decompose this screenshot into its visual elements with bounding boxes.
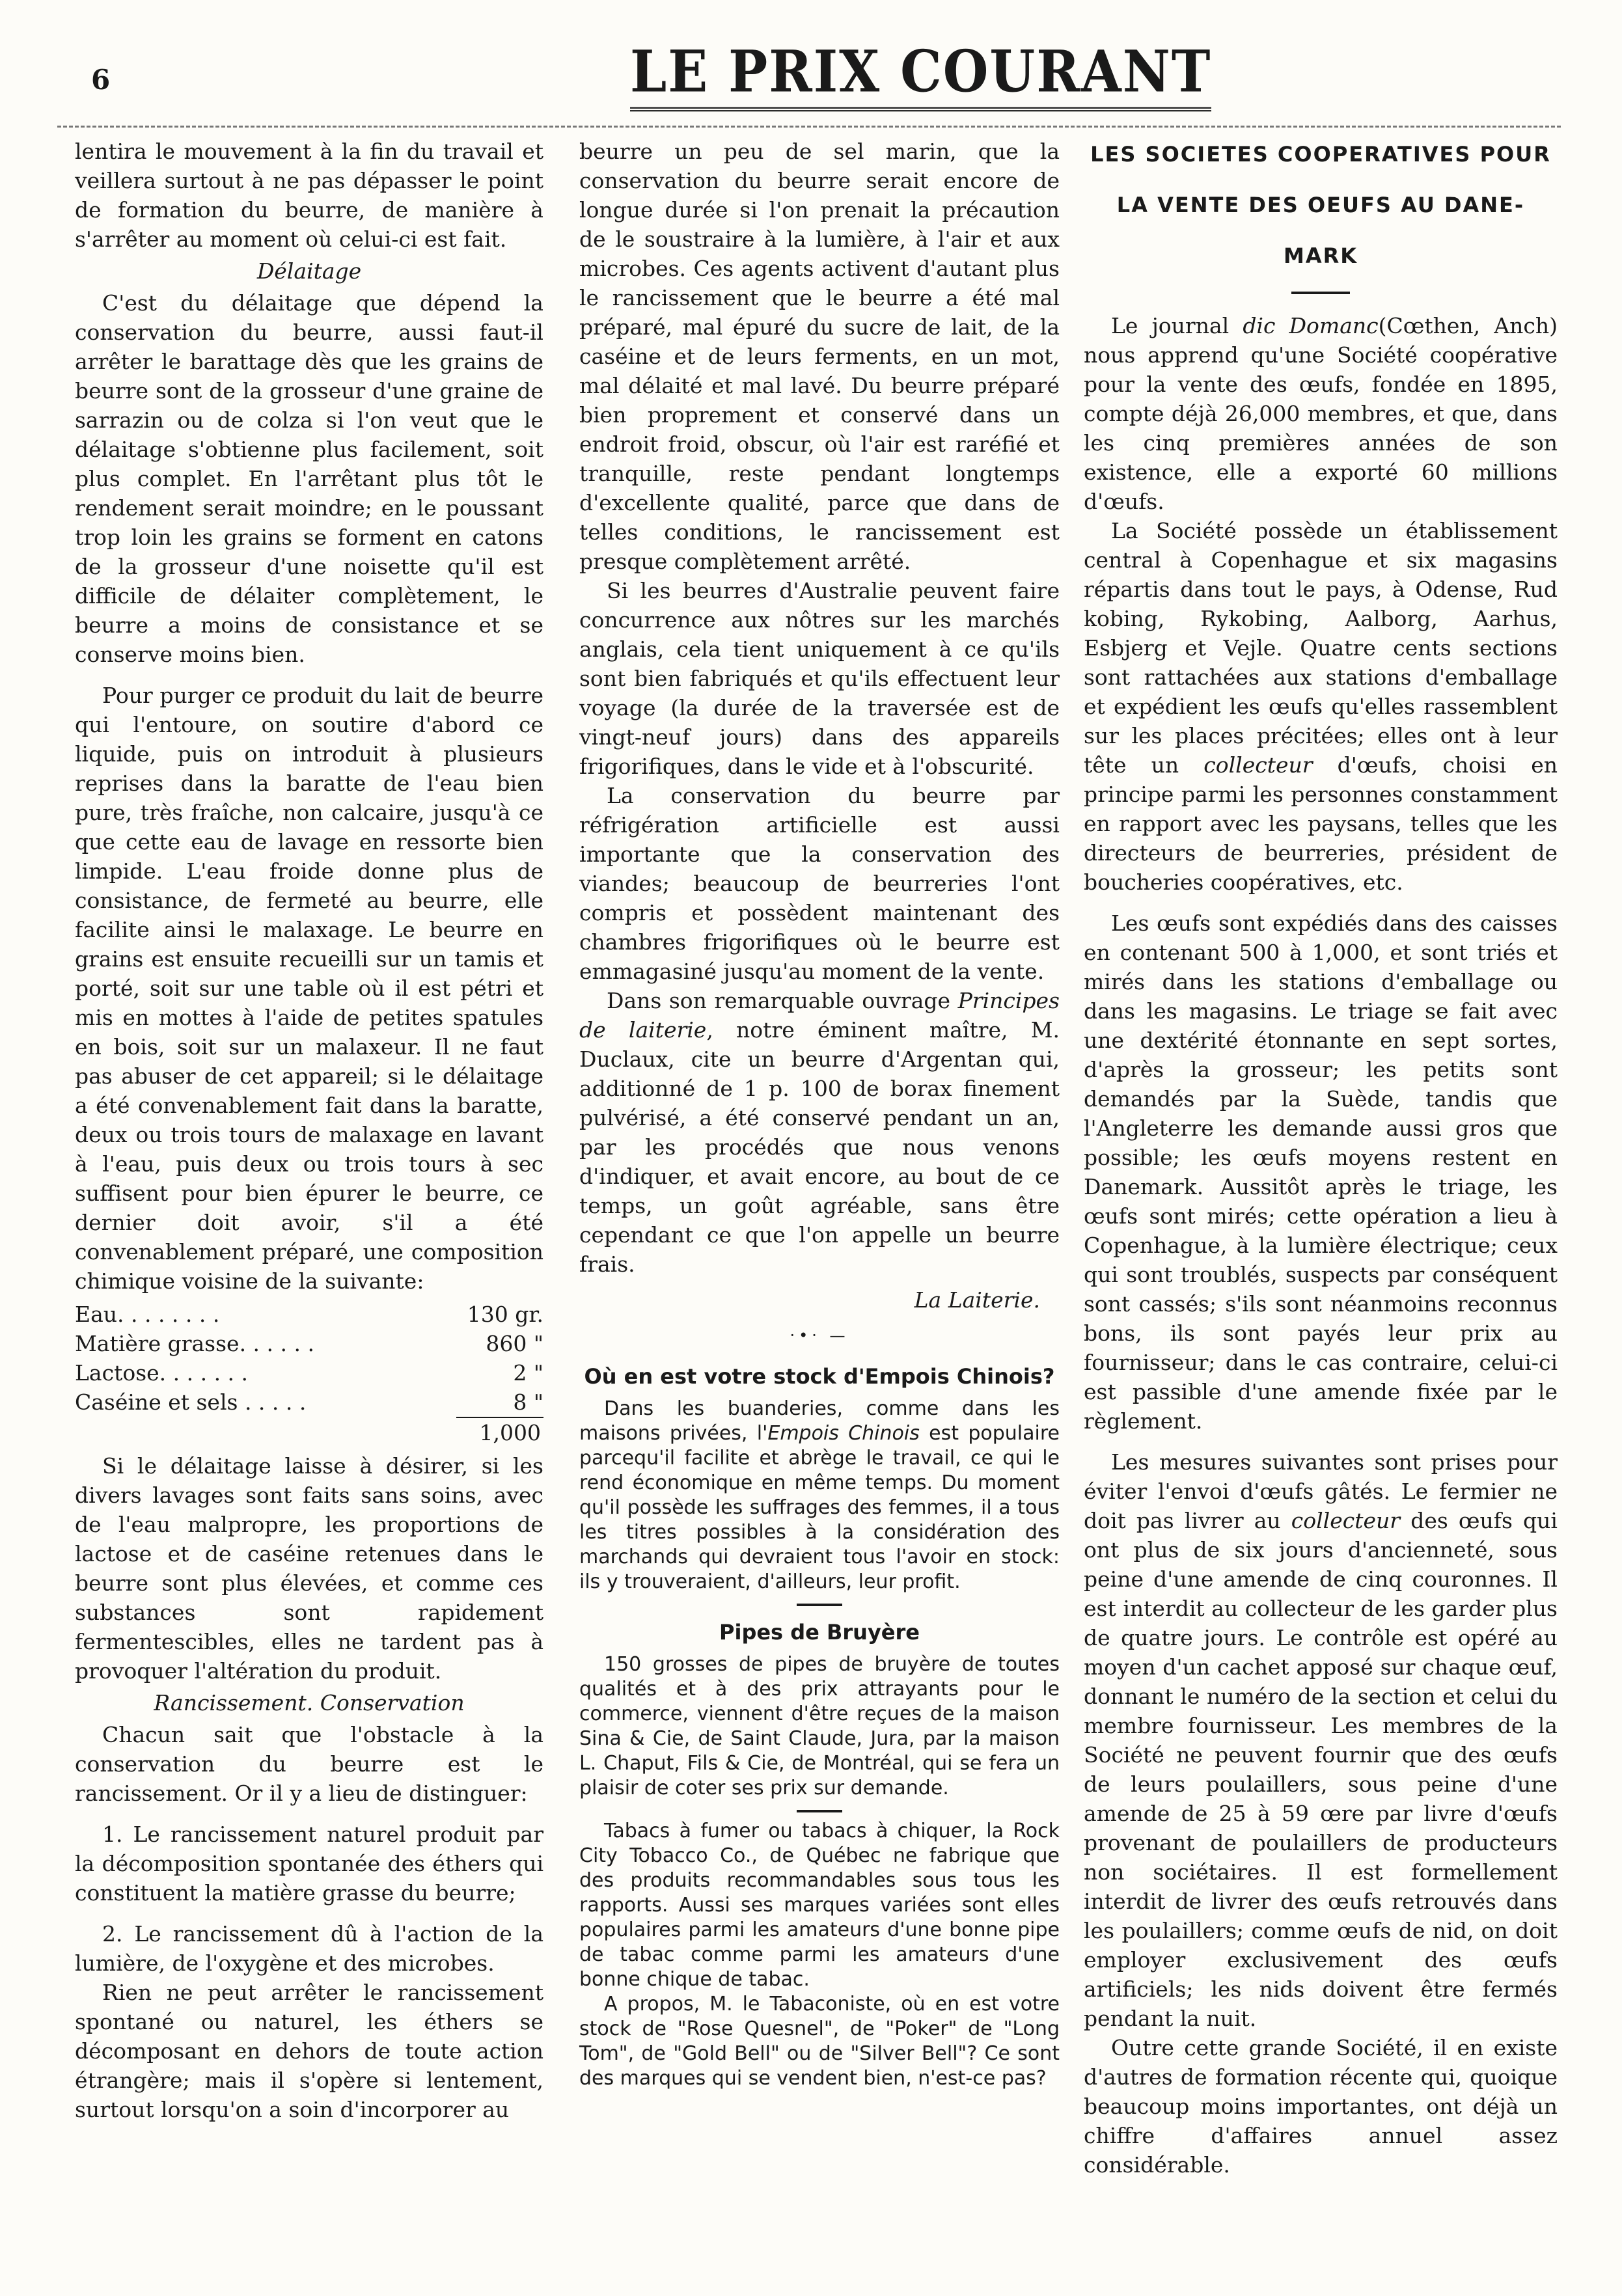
header-rule [57, 126, 1561, 128]
paragraph [1084, 516, 1558, 897]
paragraph [1084, 311, 1558, 516]
table-cell-value: 2 " [513, 1360, 543, 1386]
text-run: , notre éminent maître, M. Duclaux, cite un beurre d'Argentan qui, additionné de 1 p. 100 de borax finement pulvérisé, a été conservé pendant un an, par les procédés que nous venons d'indiquer, et avait encore, au bout de ce temps, un goût agréable, sans être cependant ce que l'on appelle un beurre frais. [579, 1017, 1060, 1277]
paragraph: Si le délaitage laisse à désirer, si les divers lavages sont faits sans soins, avec de l'eau malpropre, les proportions de lactose et de caséine retenues dans le beurre sont plus élevées, et comme ces substances sont rapidement fermentescibles, elles ne tardent pas à provoquer l'altération du produit. [75, 1453, 543, 1684]
table-row [75, 1358, 543, 1387]
product-name: Empois Chinois [767, 1422, 920, 1445]
table-row [75, 1300, 543, 1329]
paragraph [1084, 1447, 1558, 2033]
column-3 [1084, 137, 1558, 2180]
text-run: Les mesures suivantes sont prises pour éviter l'envoi d'œufs gâtés. Le fermier ne doit pas livrer au [1084, 1449, 1558, 1533]
table-cell-label: Eau. . . . . . . . [75, 1302, 220, 1327]
paragraph: lentira le mouvement à la fin du travail et veillera surtout à ne pas dépasser le point de formation du beurre, de manière à s'arrêter au moment où celui-ci est fait. [75, 139, 543, 252]
paragraph: Si les beurres d'Australie peuvent faire concurrence aux nôtres sur les marchés anglais, cela tient uniquement à ce qu'ils sont bien fabriqués et qu'ils effectuent leur voyage (la durée de la traversée est de vingt-neuf jours) dans des appareils frigorifiques, dans le vide et à l'obscurité. [579, 578, 1060, 779]
text-run: des œufs qui ont plus de six jours d'ancienneté, sous peine d'une amende de cinq couronnes. Il est interdit au collecteur de les garder plus de quatre jours. Le contrôle est opéré au moyen d'un cachet apposé sur chaque œuf, donnant le numéro de la section et celui du membre fournisseur. Les membres de la Société ne peuvent fournir que des œufs de leurs poulaillers, sous peine d'une amende de 25 à 59 œre par livre d'œufs provenant de poulaillers de producteurs non sociétaires. Il est formellement interdit de livrer des œufs retrouvés dans les poulaillers; comme œufs de nid, on doit employer exclusivement des œufs artificiels; les nids doivent être fermés pendant la nuit. [1084, 1508, 1558, 2031]
composition-table [75, 1300, 543, 1417]
paragraph: beurre un peu de sel marin, que la conservation du beurre serait encore de longue durée si l'on prenait la précaution de le soustraire à la lumière, à l'air et aux microbes. Ces agents activent d'autant plus le rancissement que le beurre a été mal préparé, mal épuré du sucre de lait, de la caséine et de leurs ferments, en un mot, mal délaité et mal lavé. Du beurre préparé bien proprement et conservé dans un endroit froid, obscur, où l'air est raréfié et tranquille, reste pendant longtemps d'excellente qualité, parce que dans de telles conditions, le rancissement est presque complètement arrêté. [579, 139, 1060, 574]
table-cell-value: 860 " [486, 1331, 543, 1356]
paragraph: A propos, M. le Tabaconiste, où en est votre stock de "Rose Quesnel", de "Poker" de "Long Tom", de "Gold Bell" ou de "Silver Bell"? Ce sont des marques qui se vendent bien, n'est-ce pas? [579, 1993, 1060, 2090]
title-line: MARK [1283, 243, 1358, 268]
table-cell-label: Caséine et sels . . . . . [75, 1389, 307, 1415]
ornament: ·•· — [790, 1326, 849, 1345]
section-subheading: Rancissement. Conservation [154, 1690, 465, 1715]
article-heading: Pipes de Bruyère [719, 1620, 920, 1645]
paragraph: Les œufs sont expédiés dans des caisses en contenant 500 à 1,000, et sont triés et mirés dans les stations d'emballage ou dans les magasins. Le triage se fait avec une dextérité étonnante en sept sortes, d'après la grosseur; les petits sont demandés par la Suède, tandis que l'Angleterre les demande aussi gros que possible; les œufs moyens restent en Danemark. Aussitôt après le triage, les œufs sont mirés; cette opération a lieu à Copenhague, à la lumière électrique; ceux qui sont troublés, suspects par conséquent sont cassés; s'ils sont néanmoins reconnus bons, ils sont payés leur prix au fournisseur; dans le cas contraire, celui-ci est passible d'une amende fixée par le règlement. [1084, 910, 1558, 1434]
table-row [75, 1387, 543, 1417]
table-cell-value: 130 gr. [467, 1302, 543, 1327]
signature: La Laiterie. [914, 1287, 1040, 1313]
text-run: (Cœthen, Anch) nous apprend qu'une Société coopérative pour la vente des œufs, fondée en 1895, compte déjà 26,000 membres, et que, dans les cinq premières années de son existence, elle a exporté 60 millions d'œufs. [1084, 313, 1558, 514]
paragraph: 150 grosses de pipes de bruyère de toutes qualités et à des prix attrayants pour le commerce, viennent d'être reçues de la maison Sina & Cie, de Saint Claude, Jura, par la maison L. Chaput, Fils & Cie, de Montréal, qui se fera un plaisir de coter ses prix sur demande. [579, 1653, 1060, 1799]
divider [1291, 292, 1350, 294]
table-row [75, 1329, 543, 1358]
article-body [579, 1819, 1060, 2091]
table-cell-value: 8 " [513, 1389, 543, 1415]
article-heading: Où en est votre stock d'Empois Chinois? [584, 1364, 1055, 1389]
table-cell-label: Matière grasse. . . . . . [75, 1331, 314, 1356]
paragraph: C'est du délaitage que dépend la conservation du beurre, aussi faut-il arrêter le barattage dès que les grains de beurre sont de la grosseur d'une graine de sarrazin ou de colza si l'on veut que le délaitage s'obtienne plus facilement, soit plus complet. En l'arrêtant plus tôt le rendement serait moindre; en le poussant trop loin les grains se forment en catons de la grosseur d'une noisette qu'il est difficile de délaiter complètement, le beurre a moins de consistance et se conserve moins bien. [75, 290, 543, 667]
text-run: d'œufs, choisi en principe parmi les personnes constamment en rapport avec les paysans, telles que les directeurs de beurreries, président de boucheries coopératives, etc. [1084, 752, 1558, 895]
journal-name: dic Domanc [1243, 313, 1379, 338]
title-line: LA VENTE DES OEUFS AU DANE- [1116, 193, 1525, 217]
paragraph: Tabacs à fumer ou tabacs à chiquer, la Rock City Tobacco Co., de Québec ne fabrique que des produits recommandables sous tous les rapports. Aussi ses marques variées sont elles populaires parmi les amateurs d'une bonne pipe de tabac comme parmi les amateurs d'une bonne chique de tabac. [579, 1820, 1060, 1991]
text-run: Dans les buanderies, comme dans les maisons privées, l' [579, 1397, 1060, 1445]
masthead: LE PRIX COURANT [630, 36, 1211, 112]
text-run: La Société possède un établissement central à Copenhague et six magasins répartis dans tout le pays, à Odense, Rud kobing, Rykobing, Aalborg, Aarhus, Esbjerg et Vejle. Quatre cents sections sont rattachées aux stations d'emballage et expédient les œufs qu'elles rassemblent sur les places précitées; elles ont à leur tête un [1084, 518, 1558, 778]
article-title [1084, 129, 1558, 281]
paragraph [579, 986, 1060, 1279]
paragraph: La conservation du beurre par réfrigération artificielle est aussi importante que la conservation des viandes; beaucoup de beurreries l'ont compris et possèdent maintenant des chambres frigorifiques où le beurre est emmagasiné jusqu'au moment de la vente. [579, 783, 1060, 984]
page-number: 6 [91, 64, 111, 96]
paragraph: 1. Le rancissement naturel produit par la décomposition spontanée des éthers qui constituent la matière grasse du beurre; [75, 1822, 543, 1906]
emphasis: collecteur [1203, 752, 1313, 778]
title-line: LES SOCIETES COOPERATIVES POUR [1090, 142, 1551, 167]
paragraph [579, 1397, 1060, 1594]
article-body [579, 1397, 1060, 1594]
column-1 [75, 137, 543, 2124]
section-subheading: Délaitage [256, 258, 362, 284]
paragraph: Rien ne peut arrêter le rancissement spontané ou naturel, les éthers se décomposant en dehors de toute action étrangère; mais il s'opère si lentement, surtout lorsqu'on a soin d'incorporer au [75, 1980, 543, 2122]
text-run: est populaire parcequ'il facilite et abrège le travail, ce qui le rend économique en même temps. Du moment qu'il possède les suffrages des femmes, il a tous les titres possibles à la considération des marchands qui devraient tous l'avoir en stock: ils y trouveraient, d'ailleurs, leur profit. [579, 1422, 1060, 1593]
column-2 [579, 137, 1060, 2091]
paragraph: Outre cette grande Société, il en existe d'autres de formation récente qui, quoique beaucoup moins importantes, ont déjà un chiffre d'affaires annuel assez considérable. [1084, 2035, 1558, 2178]
table-total: 1,000 [456, 1417, 543, 1447]
emphasis: collecteur [1291, 1508, 1401, 1533]
article-body [579, 1652, 1060, 1801]
table-cell-label: Lactose. . . . . . . [75, 1360, 249, 1386]
text-run: Le journal [1111, 313, 1243, 338]
paragraph: Chacun sait que l'obstacle à la conservation du beurre est le rancissement. Or il y a lieu de distinguer: [75, 1722, 543, 1806]
paragraph: 2. Le rancissement dû à l'action de la lumière, de l'oxygène et des microbes. [75, 1921, 543, 1976]
paragraph: Pour purger ce produit du lait de beurre qui l'entoure, on soutire d'abord ce liquide, puis on introduit à plusieurs reprises dans la baratte de l'eau bien pure, très fraîche, non calcaire, jusqu'à ce que cette eau de lavage en ressorte bien limpide. L'eau froide donne plus de consistance, de fermeté au beurre, elle facilite ainsi le malaxage. Le beurre en grains est ensuite recueilli sur un tamis et porté, soit sur une table où il est pétri et mis en mottes à l'aide de petites spatules en bois, soit sur un malaxeur. Il ne faut pas abuser de cet appareil; si le délaitage a été convenablement fait dans la baratte, deux ou trois tours de malaxage en lavant à l'eau, puis deux ou trois tours à sec suffisent pour bien épurer le beurre, ce dernier doit avoir, s'il a été convenablement préparé, une composition chimique voisine de la suivante: [75, 683, 543, 1294]
divider [797, 1810, 842, 1812]
text-run: Dans son remarquable ouvrage [607, 988, 958, 1013]
book-title: Principes de laiterie [579, 988, 1060, 1043]
divider [797, 1604, 842, 1606]
